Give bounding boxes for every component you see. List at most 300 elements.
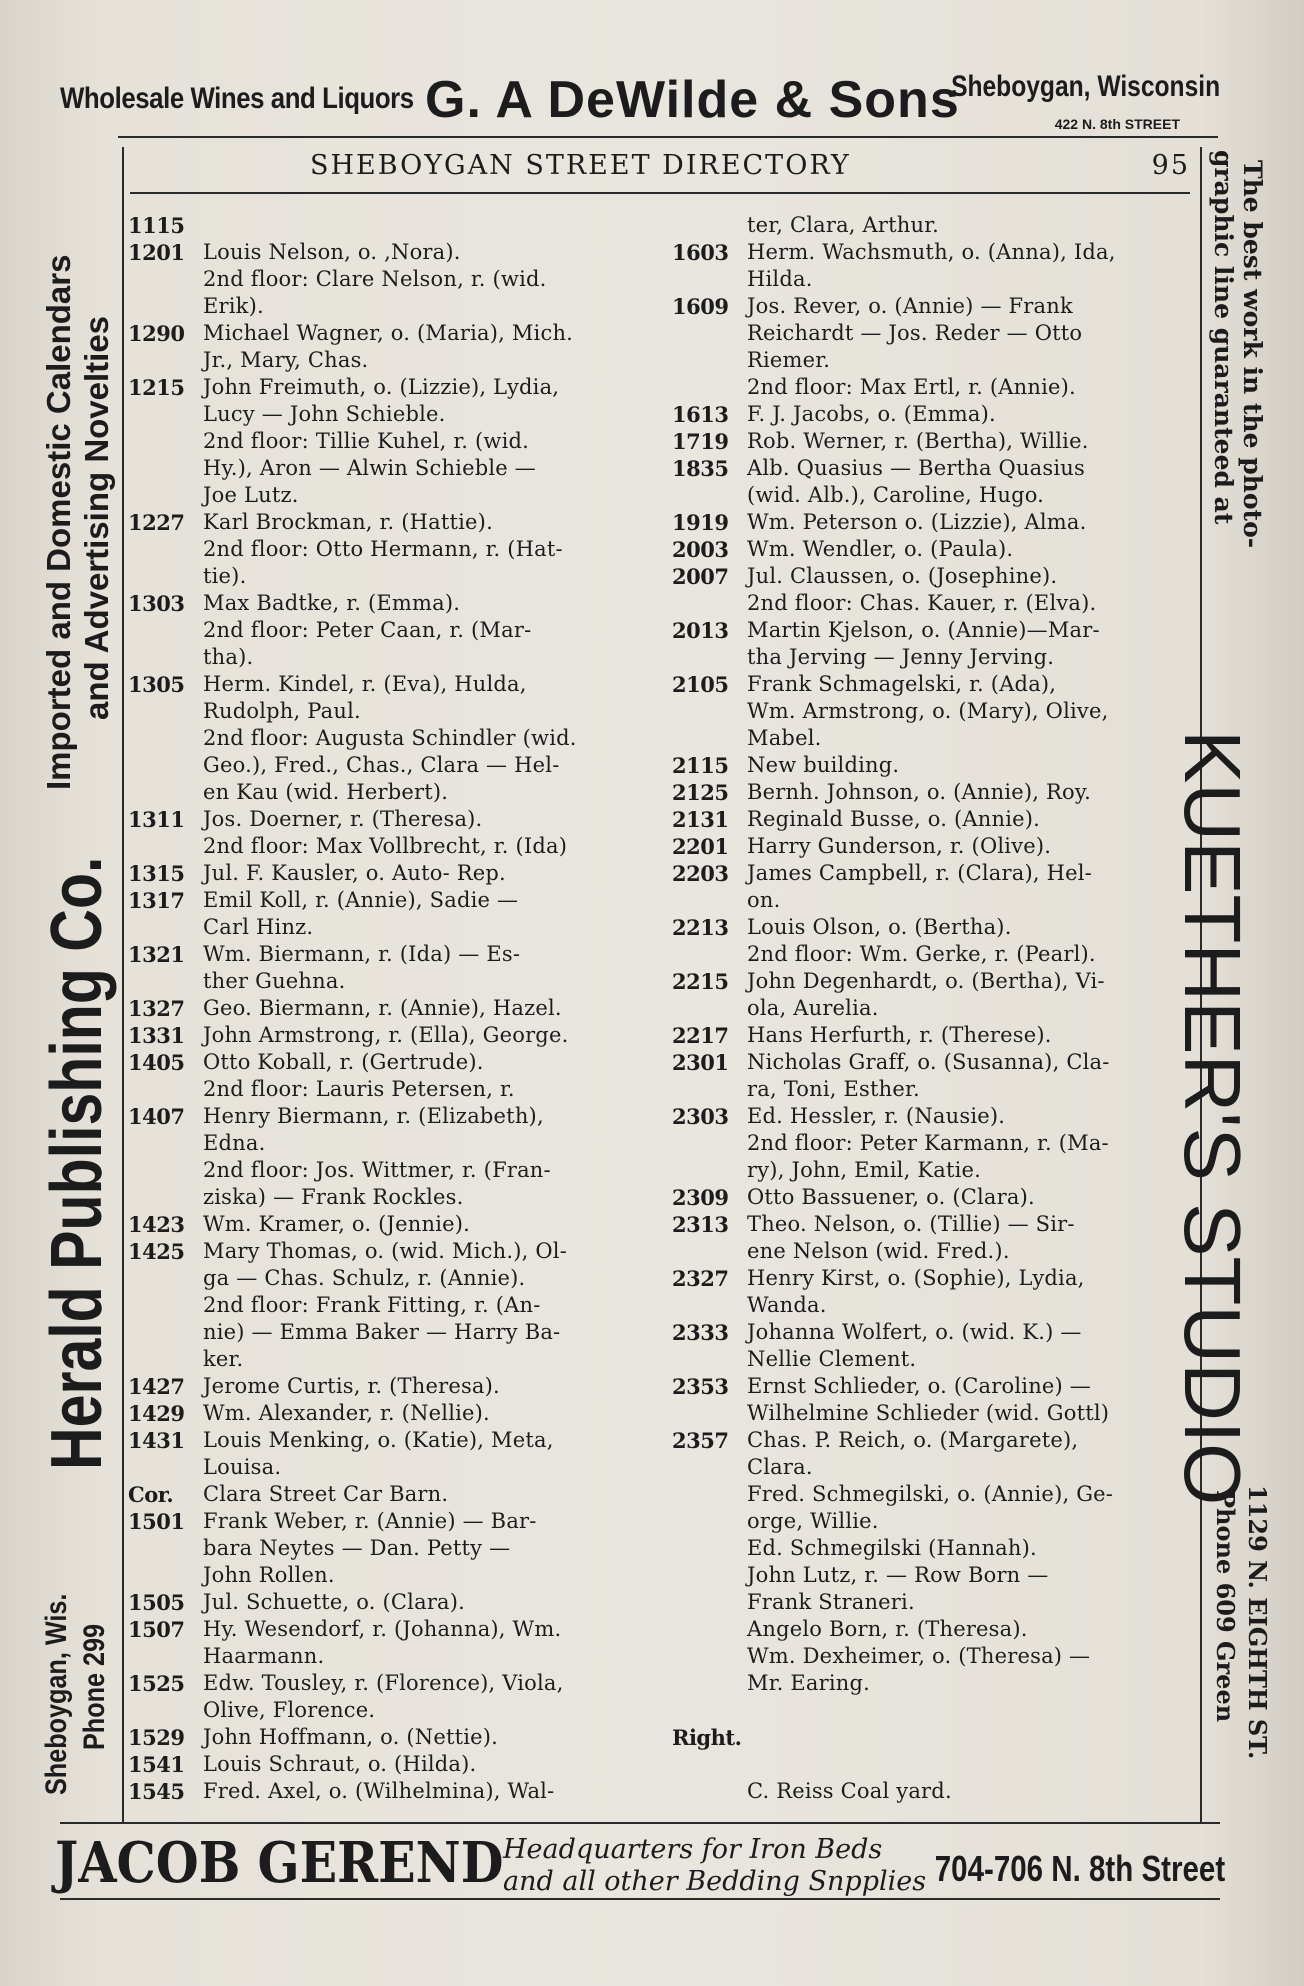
house-number: 2115 [672, 753, 729, 778]
directory-entry-line [672, 509, 1192, 536]
house-number: 1525 [128, 1671, 185, 1696]
resident-text: Angelo Born, r. (Theresa). [747, 1617, 1028, 1641]
resident-text: Haarmann. [203, 1644, 325, 1668]
directory-entry-line [128, 1454, 658, 1481]
directory-entry-line [672, 1562, 1192, 1589]
directory-entry-line [128, 482, 658, 509]
resident-text: 2nd floor: Max Ertl, r. (Annie). [747, 375, 1076, 399]
resident-text: Fred. Schmegilski, o. (Annie), Ge- [747, 1482, 1114, 1506]
resident-text: (wid. Alb.), Caroline, Hugo. [747, 483, 1045, 507]
house-number: 1613 [672, 402, 729, 427]
directory-entry-line [128, 1697, 658, 1724]
house-number: 1327 [128, 996, 185, 1021]
house-number: 2301 [672, 1050, 729, 1075]
resident-text: 2nd floor: Clare Nelson, r. (wid. [203, 267, 547, 291]
directory-entry-line [128, 266, 658, 293]
directory-entry-line [672, 455, 1192, 482]
directory-entry-line [672, 914, 1192, 941]
resident-text: 2nd floor: Max Vollbrecht, r. (Ida) [203, 834, 568, 858]
directory-entry-line [672, 1400, 1192, 1427]
house-number: 1423 [128, 1212, 185, 1237]
directory-entry-line [128, 1778, 658, 1805]
resident-text: Riemer. [747, 348, 831, 372]
resident-text: Wanda. [747, 1293, 827, 1317]
directory-entry-line [128, 455, 658, 482]
resident-text: Louis Menking, o. (Katie), Meta, [203, 1428, 554, 1452]
resident-text: Theo. Nelson, o. (Tillie) — Sir- [747, 1212, 1075, 1236]
directory-entry-line [128, 563, 658, 590]
directory-entry-line [672, 1076, 1192, 1103]
directory-entry-line [672, 1265, 1192, 1292]
directory-entry-line [128, 644, 658, 671]
ad-left-line1: Imported and Domestic Calendars [40, 254, 77, 790]
resident-text: John Armstrong, r. (Ella), George. [203, 1023, 569, 1047]
house-number: 2105 [672, 672, 729, 697]
resident-text: 2nd floor: Peter Karmann, r. (Ma- [747, 1131, 1109, 1155]
directory-entry-line [672, 1454, 1192, 1481]
directory-entry-line [128, 725, 658, 752]
ad-right-line2: graphic line guaranteed at [1209, 150, 1238, 525]
resident-text: Michael Wagner, o. (Maria), Mich. [203, 321, 574, 345]
ad-bottom-name: JACOB GEREND [55, 1830, 504, 1896]
ad-right-address: 1129 N. EIGHTH ST. [1243, 1485, 1272, 1760]
resident-text: New building. [747, 753, 900, 777]
directory-entry-line [128, 1130, 658, 1157]
ad-left-publisher: Herald Publishing Co. [37, 856, 117, 1470]
directory-entry-line [128, 1589, 658, 1616]
directory-entry-line [128, 1265, 658, 1292]
house-number: 2007 [672, 564, 729, 589]
ad-top-left-text: Wholesale Wines and Liquors [60, 82, 414, 115]
resident-text: James Campbell, r. (Clara), Hel- [747, 861, 1092, 885]
directory-entry-line [128, 995, 658, 1022]
resident-text: Jul. Schuette, o. (Clara). [203, 1590, 466, 1614]
directory-entry-line [672, 320, 1192, 347]
directory-entry-line [672, 671, 1192, 698]
directory-entry-line [128, 1049, 658, 1076]
directory-entry-line [128, 1643, 658, 1670]
directory-entry-line [672, 347, 1192, 374]
house-number: 1227 [128, 510, 185, 535]
house-number: 1505 [128, 1590, 185, 1615]
resident-text: tha). [203, 645, 254, 669]
directory-entry-line [672, 1373, 1192, 1400]
directory-entry-line [128, 428, 658, 455]
directory-entry-line [672, 1481, 1192, 1508]
house-number: 1529 [128, 1725, 185, 1750]
page-header [130, 150, 1190, 190]
directory-entry-line [672, 1589, 1192, 1616]
resident-text: Wm. Biermann, r. (Ida) — Es- [203, 942, 521, 966]
house-number: 2003 [672, 537, 729, 562]
resident-text: Alb. Quasius — Bertha Quasius [747, 456, 1085, 480]
resident-text: John Freimuth, o. (Lizzie), Lydia, [203, 375, 560, 399]
resident-text: Reichardt — Jos. Reder — Otto [747, 321, 1083, 345]
ad-top-city: Sheboygan, Wisconsin [950, 70, 1220, 103]
house-number: 1405 [128, 1050, 185, 1075]
top-divider [118, 136, 1218, 138]
resident-text: Chas. P. Reich, o. (Margarete), [747, 1428, 1079, 1452]
page-number: 95 [1151, 150, 1190, 181]
resident-text: Herm. Wachsmuth, o. (Anna), Ida, [747, 240, 1116, 264]
resident-text: Louisa. [203, 1455, 282, 1479]
directory-entry-line [672, 1643, 1192, 1670]
directory-entry-line [128, 1427, 658, 1454]
directory-entry-line [672, 995, 1192, 1022]
house-number: 1429 [128, 1401, 185, 1426]
resident-text: tie). [203, 564, 247, 588]
house-number: 1115 [128, 213, 185, 238]
resident-text: Mary Thomas, o. (wid. Mich.), Ol- [203, 1239, 567, 1263]
directory-entry-line [672, 1238, 1192, 1265]
house-number: 1603 [672, 240, 729, 265]
directory-entry-line [128, 1535, 658, 1562]
resident-text: 2nd floor: Wm. Gerke, r. (Pearl). [747, 942, 1096, 966]
house-number: 1545 [128, 1779, 185, 1804]
resident-text: Wm. Wendler, o. (Paula). [747, 537, 1014, 561]
resident-text: Nicholas Graff, o. (Susanna), Cla- [747, 1050, 1110, 1074]
directory-entry-line [128, 914, 658, 941]
bottom-divider-2 [60, 1898, 1220, 1900]
house-number: 2333 [672, 1320, 729, 1345]
directory-entry-line [672, 806, 1192, 833]
house-number: 2215 [672, 969, 729, 994]
house-number: Right. [672, 1725, 742, 1750]
resident-text: Wilhelmine Schlieder (wid. Gottl) [747, 1401, 1110, 1425]
directory-entry-line [672, 1319, 1192, 1346]
resident-text: Geo. Biermann, r. (Annie), Hazel. [203, 996, 562, 1020]
resident-text: Reginald Busse, o. (Annie). [747, 807, 1041, 831]
house-number: 2131 [672, 807, 729, 832]
resident-text: 2nd floor: Tillie Kuhel, r. (wid. [203, 429, 529, 453]
directory-entry-line [672, 617, 1192, 644]
house-number: 1609 [672, 294, 729, 319]
directory-entry-line [128, 968, 658, 995]
directory-entry-line [672, 1130, 1192, 1157]
directory-entry-line [672, 266, 1192, 293]
resident-text: ker. [203, 1347, 244, 1371]
bottom-divider [60, 1822, 1220, 1824]
house-number: 1501 [128, 1509, 185, 1534]
resident-text: bara Neytes — Dan. Petty — [203, 1536, 511, 1560]
resident-text: John Degenhardt, o. (Bertha), Vi- [747, 969, 1105, 993]
resident-text: ga — Chas. Schulz, r. (Annie). [203, 1266, 526, 1290]
directory-entry-line [672, 833, 1192, 860]
resident-text: 2nd floor: Peter Caan, r. (Mar- [203, 618, 532, 642]
resident-text: ry), John, Emil, Katie. [747, 1158, 982, 1182]
resident-text: Jul. Claussen, o. (Josephine). [747, 564, 1058, 588]
house-number: 1407 [128, 1104, 185, 1129]
ad-right-phone: Phone 609 Green [1211, 1490, 1240, 1723]
house-number: 2313 [672, 1212, 729, 1237]
resident-text: Martin Kjelson, o. (Annie)—Mar- [747, 618, 1100, 642]
resident-text: 2nd floor: Augusta Schindler (wid. [203, 726, 577, 750]
resident-text: ra, Toni, Esther. [747, 1077, 920, 1101]
directory-entry-line [128, 1238, 658, 1265]
directory-entry-line [672, 968, 1192, 995]
directory-entry-line [672, 239, 1192, 266]
directory-entry-line [128, 1319, 658, 1346]
directory-entry-line [128, 1184, 658, 1211]
directory-entry-line [128, 806, 658, 833]
ad-top-address: 422 N. 8th STREET [1054, 116, 1180, 132]
resident-text: Max Badtke, r. (Emma). [203, 591, 461, 615]
resident-text: Wm. Alexander, r. (Nellie). [203, 1401, 490, 1425]
resident-text: Ed. Schmegilski (Hannah). [747, 1536, 1037, 1560]
resident-text: Jr., Mary, Chas. [203, 348, 369, 372]
directory-entry-line [672, 563, 1192, 590]
resident-text: Ernst Schlieder, o. (Caroline) — [747, 1374, 1092, 1398]
directory-entry-line [128, 1508, 658, 1535]
directory-entry-line [128, 1076, 658, 1103]
resident-text: Geo.), Fred., Chas., Clara — Hel- [203, 753, 560, 777]
resident-text: Jul. F. Kausler, o. Auto- Rep. [203, 861, 506, 885]
left-directory-column [128, 212, 658, 1805]
directory-entry-line [672, 1508, 1192, 1535]
directory-entry-line [128, 401, 658, 428]
directory-entry-line [672, 1724, 1192, 1751]
house-number: 2125 [672, 780, 729, 805]
house-number: 2213 [672, 915, 729, 940]
ad-bottom-tagline-1: Headquarters for Iron Beds [503, 1834, 883, 1865]
directory-entry-line [672, 1616, 1192, 1643]
directory-entry-line [128, 671, 658, 698]
resident-text: F. J. Jacobs, o. (Emma). [747, 402, 996, 426]
directory-entry-line [672, 401, 1192, 428]
house-number: 2201 [672, 834, 729, 859]
resident-text: Frank Weber, r. (Annie) — Bar- [203, 1509, 537, 1533]
ad-bottom-tagline-2: and all other Bedding Snpplies [503, 1866, 927, 1897]
resident-text: Louis Nelson, o. ,Nora). [203, 240, 461, 264]
house-number: 1303 [128, 591, 185, 616]
resident-text: Clara. [747, 1455, 813, 1479]
house-number: 2357 [672, 1428, 729, 1453]
resident-text: Nellie Clement. [747, 1347, 917, 1371]
resident-text: Jos. Doerner, r. (Theresa). [203, 807, 483, 831]
right-directory-column [672, 212, 1192, 1805]
resident-text: Karl Brockman, r. (Hattie). [203, 510, 493, 534]
house-number: 2309 [672, 1185, 729, 1210]
resident-text: Edw. Tousley, r. (Florence), Viola, [203, 1671, 564, 1695]
directory-entry-line [128, 833, 658, 860]
resident-text: Louis Olson, o. (Bertha). [747, 915, 1012, 939]
directory-entry-line [672, 212, 1192, 239]
resident-text: Jerome Curtis, r. (Theresa). [203, 1374, 500, 1398]
house-number: 1427 [128, 1374, 185, 1399]
ad-left-city: Sheboygan, Wis. [40, 1593, 73, 1795]
directory-entry-line [672, 752, 1192, 779]
directory-entry-line [128, 239, 658, 266]
directory-entry-line [128, 1400, 658, 1427]
directory-entry-line [672, 941, 1192, 968]
resident-text: Mr. Earing. [747, 1671, 871, 1695]
house-number: 2203 [672, 861, 729, 886]
resident-text: en Kau (wid. Herbert). [203, 780, 449, 804]
directory-entry-line [128, 320, 658, 347]
directory-entry-line [672, 644, 1192, 671]
directory-entry-line [672, 1157, 1192, 1184]
resident-text: Wm. Dexheimer, o. (Theresa) — [747, 1644, 1091, 1668]
resident-text: 2nd floor: Otto Hermann, r. (Hat- [203, 537, 563, 561]
directory-entry-line [128, 1022, 658, 1049]
ad-left-line2: and Advertising Novelties [78, 315, 115, 720]
resident-text: 2nd floor: Chas. Kauer, r. (Elva). [747, 591, 1097, 615]
house-number: 1331 [128, 1023, 185, 1048]
directory-entry-line [128, 1157, 658, 1184]
resident-text: John Lutz, r. — Row Born — [747, 1563, 1049, 1587]
resident-text: tha Jerving — Jenny Jerving. [747, 645, 1055, 669]
ad-right-line1: The best work in the photo- [1238, 160, 1267, 549]
resident-text: Wm. Kramer, o. (Jennie). [203, 1212, 471, 1236]
resident-text: Otto Koball, r. (Gertrude). [203, 1050, 484, 1074]
resident-text: Fred. Axel, o. (Wilhelmina), Wal- [203, 1779, 555, 1803]
ad-right-studio: KUETHER'S STUDIO [1168, 730, 1257, 1506]
resident-text: Henry Biermann, r. (Elizabeth), [203, 1104, 544, 1128]
resident-text: Louis Schraut, o. (Hilda). [203, 1752, 477, 1776]
resident-text: Hy.), Aron — Alwin Schieble — [203, 456, 536, 480]
resident-text: Wm. Armstrong, o. (Mary), Olive, [747, 699, 1109, 723]
directory-entry-line [128, 779, 658, 806]
house-number: 1425 [128, 1239, 185, 1264]
directory-entry-line [128, 1103, 658, 1130]
resident-text: Johanna Wolfert, o. (wid. K.) — [747, 1320, 1082, 1344]
resident-text: Henry Kirst, o. (Sophie), Lydia, [747, 1266, 1085, 1290]
resident-text: ziska) — Frank Rockles. [203, 1185, 464, 1209]
directory-entry-line [672, 536, 1192, 563]
house-number: 1290 [128, 321, 185, 346]
directory-entry-line [672, 1427, 1192, 1454]
resident-text: orge, Willie. [747, 1509, 879, 1533]
directory-entry-line [128, 617, 658, 644]
top-advertisement [55, 62, 1220, 132]
resident-text: Olive, Florence. [203, 1698, 376, 1722]
resident-text: 2nd floor: Lauris Petersen, r. [203, 1077, 515, 1101]
house-number: 1541 [128, 1752, 185, 1777]
house-number: 1321 [128, 942, 185, 967]
directory-entry-line [128, 860, 658, 887]
resident-text: Lucy — John Schieble. [203, 402, 446, 426]
directory-entry-line [672, 1184, 1192, 1211]
directory-entry-line [128, 1346, 658, 1373]
house-number: 1835 [672, 456, 729, 481]
resident-text: Mabel. [747, 726, 822, 750]
house-number: 2353 [672, 1374, 729, 1399]
resident-text: Jos. Rever, o. (Annie) — Frank [747, 294, 1073, 318]
house-number: 1215 [128, 375, 185, 400]
resident-text: Otto Bassuener, o. (Clara). [747, 1185, 1035, 1209]
directory-entry-line [672, 590, 1192, 617]
directory-entry-line [672, 374, 1192, 401]
directory-entry-line [128, 347, 658, 374]
directory-entry-line [672, 1346, 1192, 1373]
directory-entry-line [672, 1697, 1192, 1724]
house-number: 1431 [128, 1428, 185, 1453]
house-number: 1305 [128, 672, 185, 697]
directory-entry-line [128, 1562, 658, 1589]
house-number: 1919 [672, 510, 729, 535]
house-number: 1315 [128, 861, 185, 886]
house-number: 1311 [128, 807, 185, 832]
resident-text: 2nd floor: Frank Fitting, r. (An- [203, 1293, 541, 1317]
resident-text: Rudolph, Paul. [203, 699, 361, 723]
directory-entry-line [128, 698, 658, 725]
resident-text: John Hoffmann, o. (Nettie). [203, 1725, 499, 1749]
directory-entry-line [128, 536, 658, 563]
resident-text: Ed. Hessler, r. (Nausie). [747, 1104, 1006, 1128]
directory-entry-line [672, 293, 1192, 320]
resident-text: Carl Hinz. [203, 915, 314, 939]
directory-entry-line [128, 1751, 658, 1778]
directory-entry-line [128, 1211, 658, 1238]
resident-text: Herm. Kindel, r. (Eva), Hulda, [203, 672, 527, 696]
resident-text: Harry Gunderson, r. (Olive). [747, 834, 1052, 858]
resident-text: Hilda. [747, 267, 813, 291]
directory-entry-line [672, 482, 1192, 509]
resident-text: ola, Aurelia. [747, 996, 879, 1020]
resident-text: Erik). [203, 294, 264, 318]
resident-text: Rob. Werner, r. (Bertha), Willie. [747, 429, 1089, 453]
directory-entry-line [672, 1103, 1192, 1130]
directory-entry-line [672, 1049, 1192, 1076]
resident-text: ene Nelson (wid. Fred.). [747, 1239, 1010, 1263]
directory-entry-line [128, 590, 658, 617]
resident-text: Emil Koll, r. (Annie), Sadie — [203, 888, 519, 912]
resident-text: Hans Herfurth, r. (Therese). [747, 1023, 1052, 1047]
house-number: 2013 [672, 618, 729, 643]
house-number: 2327 [672, 1266, 729, 1291]
resident-text: 2nd floor: Jos. Wittmer, r. (Fran- [203, 1158, 551, 1182]
ad-top-company-name: G. A DeWilde & Sons [425, 71, 960, 129]
directory-entry-line [128, 1670, 658, 1697]
house-number: 2217 [672, 1023, 729, 1048]
directory-entry-line [672, 1751, 1192, 1778]
directory-entry-line [672, 1292, 1192, 1319]
directory-entry-line [672, 1211, 1192, 1238]
resident-text: C. Reiss Coal yard. [747, 1779, 952, 1803]
directory-entry-line [672, 1778, 1192, 1805]
directory-entry-line [672, 1535, 1192, 1562]
resident-text: Bernh. Johnson, o. (Annie), Roy. [747, 780, 1092, 804]
resident-text: Joe Lutz. [203, 483, 299, 507]
resident-text: nie) — Emma Baker — Harry Ba- [203, 1320, 561, 1344]
directory-entry-line [128, 374, 658, 401]
resident-text: Hy. Wesendorf, r. (Johanna), Wm. [203, 1617, 562, 1641]
directory-entry-line [672, 698, 1192, 725]
resident-text: ter, Clara, Arthur. [747, 213, 940, 237]
directory-entry-line [672, 887, 1192, 914]
directory-entry-line [672, 1670, 1192, 1697]
directory-entry-line [128, 1373, 658, 1400]
directory-entry-line [672, 1022, 1192, 1049]
page-title: SHEBOYGAN STREET DIRECTORY [310, 150, 851, 181]
resident-text: Edna. [203, 1131, 266, 1155]
resident-text: on. [747, 888, 781, 912]
house-number: 1719 [672, 429, 729, 454]
ad-left-phone: Phone 299 [78, 1623, 111, 1750]
resident-text: Clara Street Car Barn. [203, 1482, 449, 1506]
directory-entry-line [672, 779, 1192, 806]
resident-text: ther Guehna. [203, 969, 346, 993]
directory-entry-line [128, 1616, 658, 1643]
directory-entry-line [128, 509, 658, 536]
directory-entry-line [672, 860, 1192, 887]
directory-entry-line [128, 1724, 658, 1751]
resident-text: John Rollen. [203, 1563, 335, 1587]
directory-entry-line [128, 752, 658, 779]
directory-entry-line [672, 725, 1192, 752]
house-number: 1201 [128, 240, 185, 265]
ad-bottom-address: 704-706 N. 8th Street [934, 1848, 1225, 1889]
